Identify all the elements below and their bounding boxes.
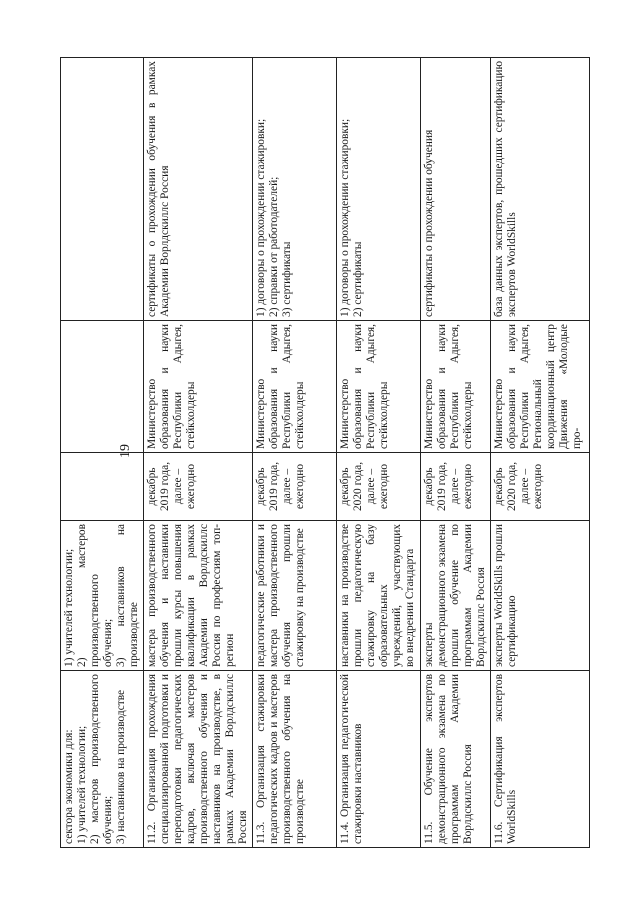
cell-line: декабрь — [493, 467, 505, 506]
cell-line: 2) мастеров производственного обучения; — [76, 524, 114, 667]
indicator-cell — [61, 521, 144, 671]
cell-line: ежегодно — [532, 463, 544, 510]
deadline-cell — [421, 453, 491, 521]
cell-line: Министерство образования и науки Республики Адыгея, стейкхолдеры — [255, 324, 306, 449]
cell-line: ежегодно — [294, 463, 306, 510]
result-cell — [491, 58, 590, 321]
cell-line: сертификаты о прохождении обучения в рамках Академии Ворлдскиллс Россия — [146, 61, 171, 317]
cell-line: мастера производственного обучения и наставники прошли курсы повышения квалификации в рамках Академии Ворлдскиллс Россия по профессиям топ-регион — [146, 524, 236, 667]
cell-line: 1) договоры о прохождении стажировки; — [255, 118, 267, 317]
table-row — [421, 58, 491, 848]
cell-line: Министерство образования и науки Республики Адыгея, стейкхолдеры — [423, 324, 474, 449]
cell-line: 2) мастеров производственного обучения; — [89, 674, 114, 844]
indicator-cell — [337, 521, 421, 671]
cell-line: 11.4. Организация педагогической стажировки наставников — [339, 674, 364, 844]
cell-line: педагогические работники и мастера производственного обучения прошли стажировку на производстве — [255, 524, 306, 667]
cell-line: ежегодно — [462, 463, 474, 510]
action-cell — [421, 671, 491, 848]
cell-line: Министерство образования и науки Республики Адыгея, стейкхолдеры — [146, 324, 197, 449]
table-row — [253, 58, 337, 848]
cell-line: ежегодно — [185, 463, 197, 510]
cell-line: эксперты WorldSkills прошли сертификацию — [493, 524, 518, 667]
cell-line: Министерство образования и науки Республики Адыгея, Региональный координационный центр Движения «Молодые про- — [493, 324, 583, 449]
cell-line: 11.5. Обучение экспертов демонстрационного экзамена по программам Академии Ворлдскиллс Россия — [423, 674, 474, 844]
cell-line: далее – — [172, 468, 184, 505]
cell-line: 3) наставников на производстве — [115, 689, 127, 844]
result-cell — [253, 58, 337, 321]
action-cell — [61, 671, 144, 848]
cell-line: 2019 года, — [436, 461, 448, 512]
cell-line: сектора экономики для: — [63, 729, 75, 844]
result-cell — [421, 58, 491, 321]
result-cell — [337, 58, 421, 321]
action-cell — [491, 671, 590, 848]
cell-line: 2) сертификаты — [352, 241, 364, 317]
cell-line: 1) договоры о прохождении стажировки; — [339, 118, 351, 317]
cell-line: 2020 года, — [352, 461, 364, 512]
deadline-cell — [253, 453, 337, 521]
cell-line: 11.3. Организация стажировки педагогических кадров и мастеров производственного обучения на производстве — [255, 674, 306, 844]
cell-line: далее – — [519, 468, 531, 505]
cell-line: база данных экспертов, прошедших сертификацию экспертов WorldSkills — [493, 61, 518, 317]
result-cell — [144, 58, 253, 321]
action-cell — [144, 671, 253, 848]
indicator-cell — [253, 521, 337, 671]
cell-line: далее – — [281, 468, 293, 505]
action-cell — [253, 671, 337, 848]
cell-line: 3) сертификаты — [281, 241, 293, 317]
deadline-cell — [144, 453, 253, 521]
cell-line: декабрь — [339, 467, 351, 506]
cell-line: 11.2. Организация прохождения специализированной подготовки и переподготовки педагогических кадров, включая мастеров производственного обучения и наставников на производстве, в рамках Академии Ворлдскиллс Россия — [146, 674, 249, 844]
responsible-cell — [491, 321, 590, 453]
cell-line: декабрь — [146, 467, 158, 506]
plan-table — [60, 57, 590, 848]
cell-line: 1) учителей технологии; — [76, 725, 88, 844]
responsible-cell — [144, 321, 253, 453]
deadline-cell — [491, 453, 590, 521]
cell-line: далее – — [365, 468, 377, 505]
cell-line: 2019 года, — [159, 461, 171, 512]
table-row — [337, 58, 421, 848]
cell-line: эксперты демонстрационного экзамена прошли обучение по программам Академии Ворлдскиллс Россия — [423, 524, 487, 667]
cell-line: ежегодно — [378, 463, 390, 510]
table-row — [61, 58, 144, 848]
cell-line: 2019 года, — [268, 461, 280, 512]
cell-line: декабрь — [255, 467, 267, 506]
page-number: 19 — [118, 444, 133, 458]
table-row — [144, 58, 253, 848]
indicator-cell — [144, 521, 253, 671]
indicator-cell — [491, 521, 590, 671]
result-cell — [61, 58, 144, 321]
table-row — [491, 58, 590, 848]
indicator-cell — [421, 521, 491, 671]
cell-line: 1) учителей технологии; — [63, 548, 75, 667]
cell-line: 2) справки от работодателей; — [268, 176, 280, 317]
cell-line: наставники на производстве прошли педагогическую стажировку на базу образовательных учреждений, участвующих во внедрении Стандарта — [339, 524, 416, 667]
cell-line: 2020 года, — [506, 461, 518, 512]
responsible-cell — [61, 321, 144, 453]
cell-line: далее – — [449, 468, 461, 505]
cell-line: декабрь — [423, 467, 435, 506]
deadline-cell — [61, 453, 144, 521]
responsible-cell — [253, 321, 337, 453]
responsible-cell — [421, 321, 491, 453]
deadline-cell — [337, 453, 421, 521]
responsible-cell — [337, 321, 421, 453]
cell-line: Министерство образования и науки Республики Адыгея, стейкхолдеры — [339, 324, 390, 449]
rotated-table-frame — [60, 58, 583, 848]
cell-line: 11.6. Сертификация экспертов WorldSkills — [493, 674, 518, 844]
cell-line: сертификаты о прохождении обучения — [423, 129, 435, 317]
cell-line: 3) наставников на производстве — [115, 524, 140, 667]
action-cell — [337, 671, 421, 848]
